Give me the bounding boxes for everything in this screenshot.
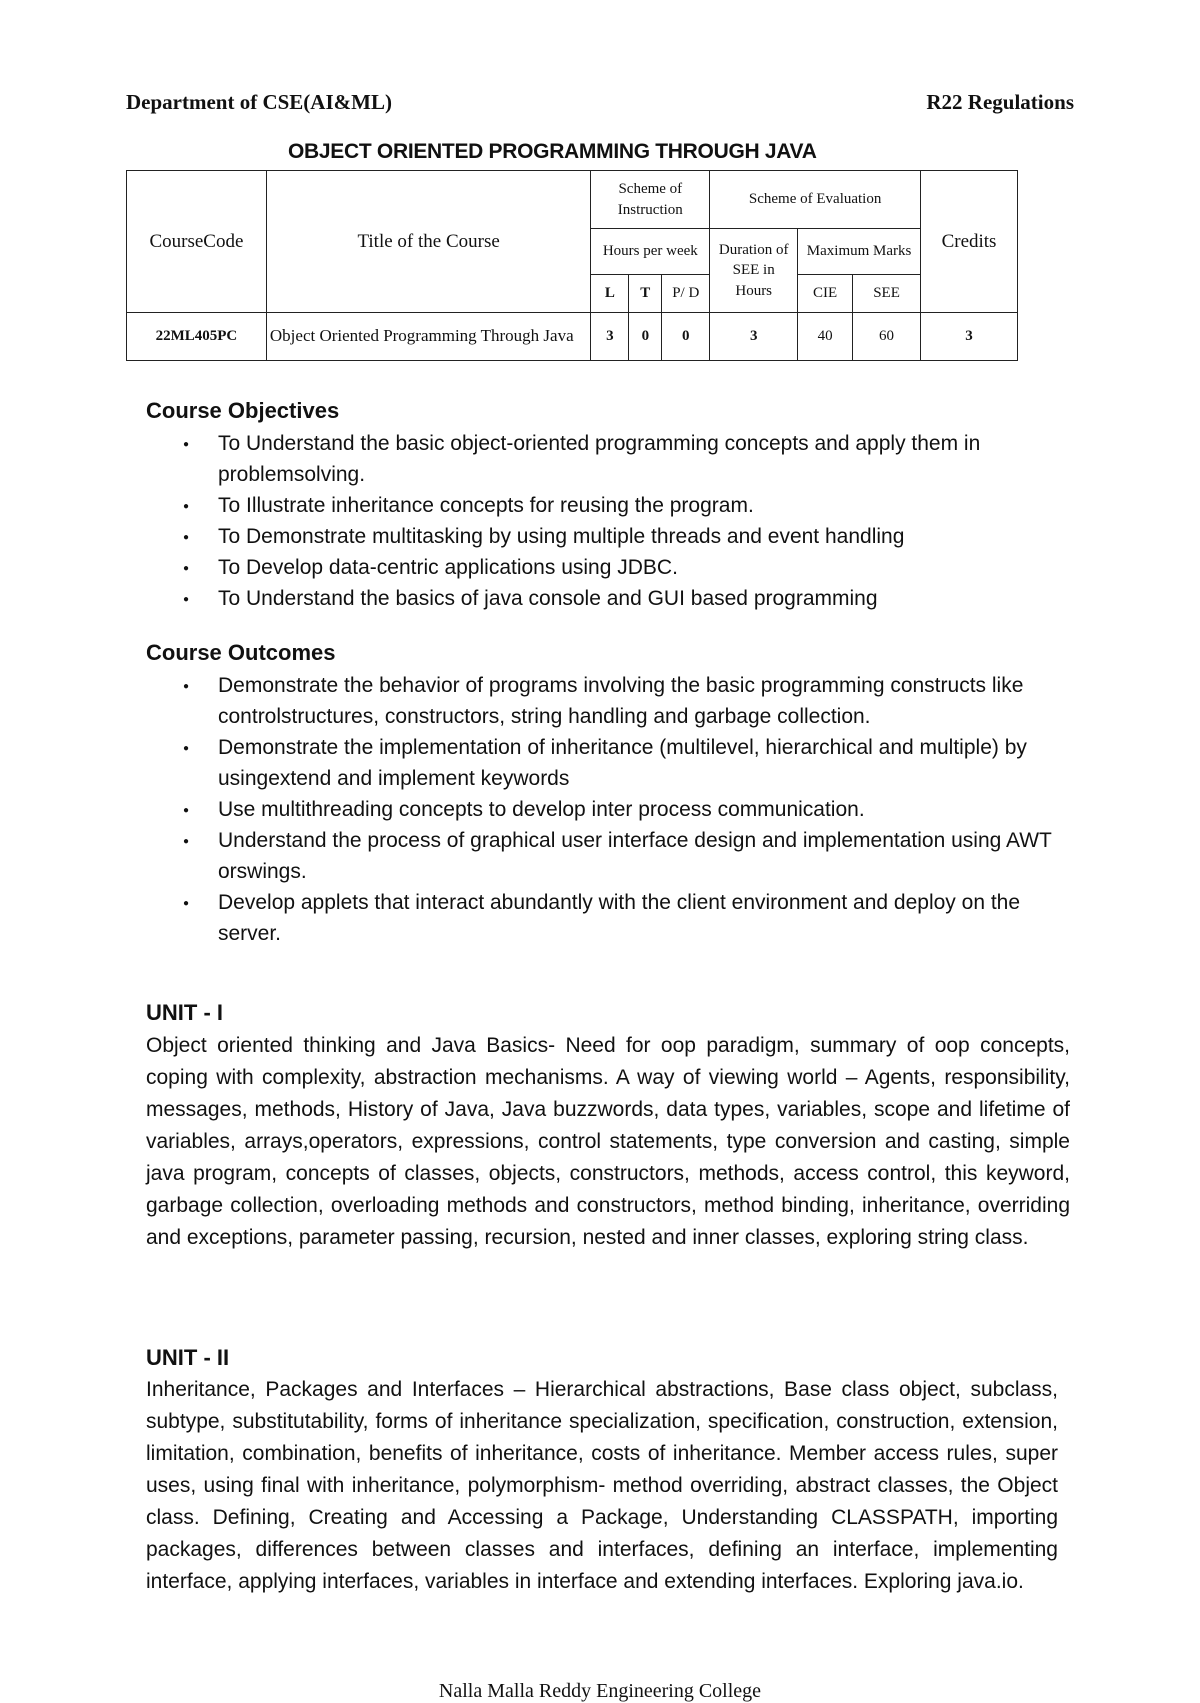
course-title-value: Object Oriented Programming Through Java bbox=[266, 313, 590, 361]
unit2-text: Inheritance, Packages and Interfaces – Hierarchical abstractions, Base class object, subclass, subtype, substitutability, forms of inheritance specialization, specification, construction, extension, limitation, combination, benefits of inheritance, costs of inheritance. Member access rules, super uses, using final with inheritance, polymorphism- method overriding, abstract classes, the Object class. Defining, Creating and Accessing a Package, Understanding CLASSPATH, importing packages, differences between classes and interfaces, defining an interface, implementing interface, applying interfaces, variables in interface and extending interfaces. Exploring java.io. bbox=[146, 1378, 1058, 1593]
course-code-header: CourseCode bbox=[127, 171, 267, 313]
list-item: ● To Develop data-centric applications using JDBC. bbox=[183, 552, 1073, 583]
t-header: T bbox=[629, 275, 662, 313]
course-table bbox=[126, 170, 1018, 361]
objectives-list bbox=[183, 428, 1073, 614]
list-item: ● Demonstrate the behavior of programs involving the basic programming constructs like controlstructures, constructors, string handling and garbage collection. bbox=[183, 670, 1073, 732]
see-header: SEE bbox=[853, 275, 921, 313]
page-footer: Nalla Malla Reddy Engineering College bbox=[438, 1680, 762, 1702]
objectives-heading: Course Objectives bbox=[146, 398, 340, 423]
see-value: 60 bbox=[853, 313, 921, 361]
cie-value: 40 bbox=[798, 313, 853, 361]
t-value: 0 bbox=[629, 313, 662, 361]
document-title: OBJECT ORIENTED PROGRAMMING THROUGH JAVA bbox=[288, 140, 817, 163]
hours-per-week-header: Hours per week bbox=[591, 229, 710, 275]
course-title-header: Title of the Course bbox=[266, 171, 590, 313]
l-header: L bbox=[591, 275, 629, 313]
duration-see-header: Duration of SEE in Hours bbox=[710, 229, 798, 313]
pd-header: P/ D bbox=[662, 275, 710, 313]
department-label: Department of CSE(AI&ML) bbox=[126, 90, 392, 114]
list-item: ● To Demonstrate multitasking by using multiple threads and event handling bbox=[183, 521, 1073, 552]
unit1-text: Object oriented thinking and Java Basics- Need for oop paradigm, summary of oop concepts, coping with complexity, abstraction mechanisms. A way of viewing world – Agents, responsibility, messages, methods, History of Java, Java buzzwords, data types, variables, scope and lifetime of variables, arrays,operators, expressions, control statements, type conversion and casting, simple java program, concepts of classes, objects, constructors, methods, access control, this keyword, garbage collection, overloading methods and constructors, method binding, inheritance, overriding and exceptions, parameter passing, recursion, nested and inner classes, exploring string class. bbox=[146, 1034, 1070, 1249]
list-item: ● Use multithreading concepts to develop inter process communication. bbox=[183, 794, 1073, 825]
list-item: ● Understand the process of graphical user interface design and implementation using AWT orswings. bbox=[183, 825, 1073, 887]
outcomes-heading: Course Outcomes bbox=[146, 640, 336, 665]
unit1-heading: UNIT - I bbox=[146, 1000, 223, 1025]
maximum-marks-header: Maximum Marks bbox=[798, 229, 921, 275]
credits-value: 3 bbox=[921, 313, 1018, 361]
list-item: ● To Illustrate inheritance concepts for reusing the program. bbox=[183, 490, 1073, 521]
scheme-instruction-header: Scheme of Instruction bbox=[591, 171, 710, 229]
scheme-evaluation-header: Scheme of Evaluation bbox=[710, 171, 921, 229]
unit2-heading: UNIT - II bbox=[146, 1345, 230, 1370]
course-code-value: 22ML405PC bbox=[127, 313, 267, 361]
credits-header: Credits bbox=[921, 171, 1018, 313]
list-item: ● Develop applets that interact abundantly with the client environment and deploy on the server. bbox=[183, 887, 1073, 949]
list-item: ● Demonstrate the implementation of inheritance (multilevel, hierarchical and multiple) by usingextend and implement keywords bbox=[183, 732, 1073, 794]
list-item: ● To Understand the basic object-oriented programming concepts and apply them in problemsolving. bbox=[183, 428, 1073, 490]
regulations-label: R22 Regulations bbox=[926, 90, 1074, 114]
pd-value: 0 bbox=[662, 313, 710, 361]
cie-header: CIE bbox=[798, 275, 853, 313]
list-item: ● To Understand the basics of java console and GUI based programming bbox=[183, 583, 1073, 614]
outcomes-list bbox=[183, 670, 1073, 949]
duration-value: 3 bbox=[710, 313, 798, 361]
l-value: 3 bbox=[591, 313, 629, 361]
